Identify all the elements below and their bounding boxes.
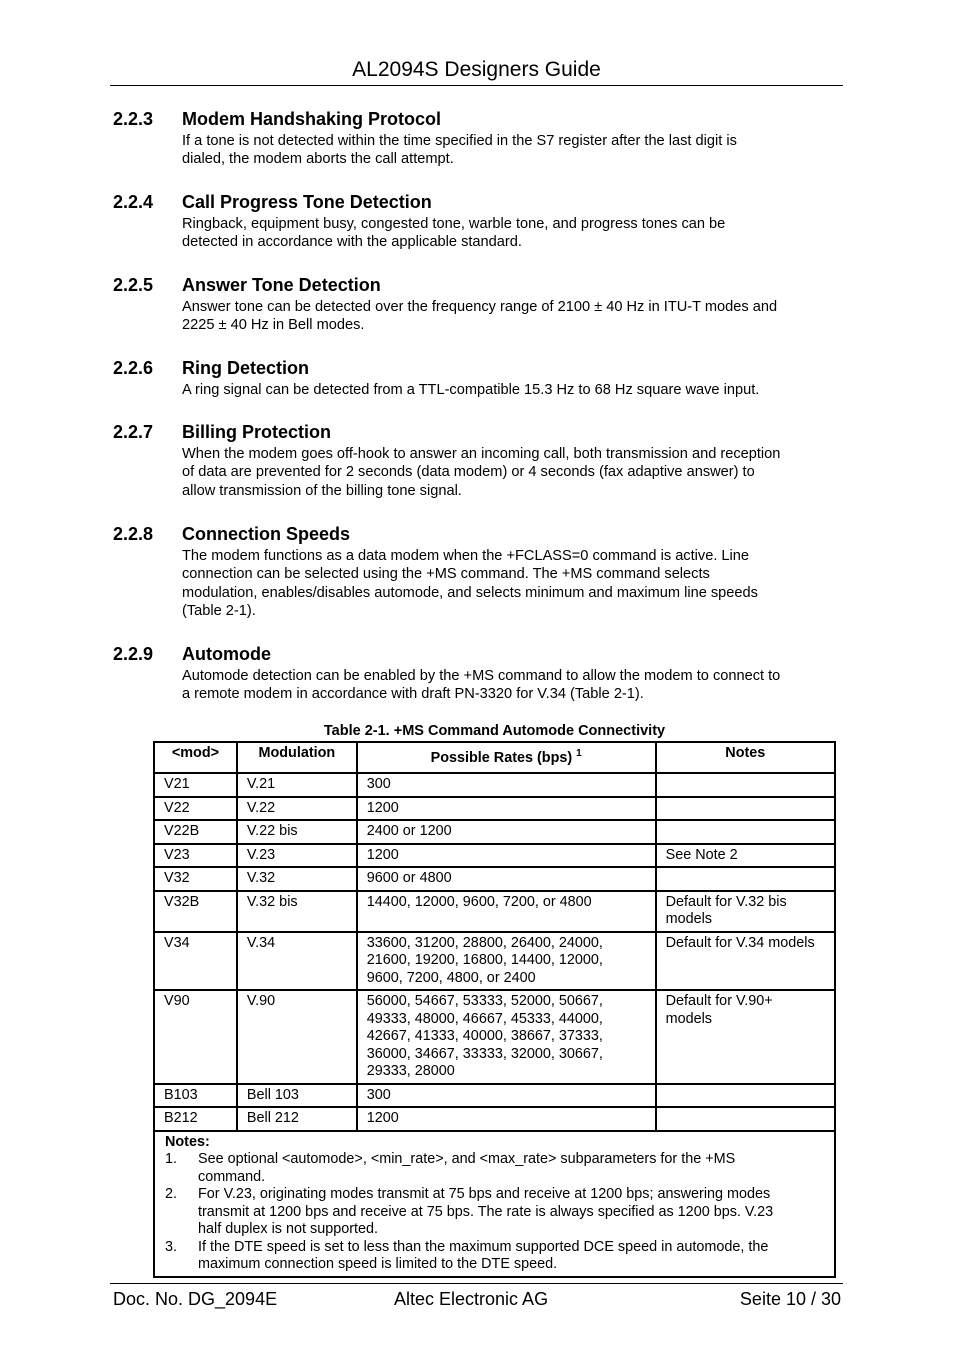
body-line: connection can be selected using the +MS command. The +MS command selects: [182, 566, 710, 583]
section-number: 2.2.5: [113, 275, 154, 295]
cell-notes: [656, 820, 835, 844]
section-title: Modem Handshaking Protocol: [182, 109, 442, 129]
cell-modulation: [237, 844, 357, 868]
section-title: Ring Detection: [182, 358, 310, 378]
cell-line: 300: [366, 776, 391, 792]
cell-line: V.34: [246, 934, 276, 951]
cell-line: V23: [164, 846, 190, 863]
notes-row: [154, 1131, 835, 1277]
section-body: [182, 667, 843, 704]
cell-mod: [154, 932, 237, 991]
cell-rates: [357, 844, 656, 868]
cell-line: V34: [164, 934, 190, 951]
note-text: [198, 1151, 735, 1186]
note-line: command.: [198, 1168, 266, 1185]
table-row: [154, 773, 835, 797]
section-number: 2.2.6: [113, 358, 154, 378]
note-number: 3.: [165, 1238, 178, 1255]
cell-rates: [357, 1107, 656, 1131]
table-row: [154, 820, 835, 844]
cell-line: V.23: [246, 846, 276, 863]
section-2-2-8: [113, 523, 843, 620]
body-line: The modem functions as a data modem when the +FCLASS=0 command is active. Line: [182, 548, 750, 564]
header-notes: Notes: [656, 742, 835, 773]
cell-mod: [154, 797, 237, 821]
section-title: Call Progress Tone Detection: [182, 192, 432, 212]
body-line: (Table 2-1).: [182, 602, 256, 619]
cell-line: 56000, 54667, 53333, 52000, 50667,: [366, 993, 603, 1009]
body-line: 2225 ± 40 Hz in Bell modes.: [182, 317, 365, 334]
note-line: If the DTE speed is set to less than the maximum supported DCE speed in automode, the: [198, 1238, 769, 1255]
body-line: If a tone is not detected within the time specified in the S7 register after the last digit is: [182, 133, 737, 149]
cell-mod: [154, 844, 237, 868]
section-number: 2.2.7: [113, 422, 154, 442]
note-number: 1.: [165, 1151, 178, 1167]
note-line: half duplex is not supported.: [198, 1221, 379, 1237]
cell-line: V.22 bis: [246, 823, 298, 839]
cell-line: B103: [164, 1086, 198, 1103]
cell-notes: [656, 797, 835, 821]
header-rates-label: Possible Rates (bps): [430, 749, 573, 766]
notes-cell: [154, 1131, 835, 1277]
cell-modulation: [237, 867, 357, 891]
section-body: [182, 298, 843, 335]
body-line: A ring signal can be detected from a TTL-compatible 15.3 Hz to 68 Hz square wave input.: [182, 382, 760, 398]
notes-title: Notes:: [165, 1133, 210, 1150]
cell-notes: [656, 844, 835, 868]
cell-mod: [154, 891, 237, 932]
section-2-2-4: [113, 191, 843, 252]
body-line: Ringback, equipment busy, congested tone, warble tone, and progress tones can be: [182, 216, 726, 232]
page-header: [110, 56, 843, 86]
cell-line: 33600, 31200, 28800, 26400, 24000,: [366, 934, 603, 951]
cell-line: V32: [164, 870, 190, 886]
section-heading: [113, 523, 843, 547]
section-heading: [113, 191, 843, 215]
cell-line: V.22: [246, 799, 276, 816]
body-line: Answer tone can be detected over the frequency range of 2100 ± 40 Hz in ITU-T modes and: [182, 299, 778, 315]
cell-line: V22B: [164, 823, 200, 839]
cell-mod: [154, 1107, 237, 1131]
cell-modulation: [237, 891, 357, 932]
cell-rates: [357, 990, 656, 1084]
section-body: [182, 132, 843, 169]
cell-notes: [656, 1107, 835, 1131]
cell-line: V32B: [164, 893, 200, 910]
body-line: dialed, the modem aborts the call attempt.: [182, 151, 454, 168]
cell-line: V.21: [246, 776, 276, 792]
note-number: 2.: [165, 1186, 178, 1202]
header-mod: <mod>: [154, 742, 237, 773]
cell-line: V22: [164, 799, 190, 816]
page-footer: [110, 1283, 843, 1309]
section-title: Billing Protection: [182, 422, 332, 442]
cell-line: V90: [164, 993, 190, 1009]
section-number: 2.2.8: [113, 524, 154, 544]
cell-mod: [154, 990, 237, 1084]
cell-line: V21: [164, 776, 190, 792]
cell-line: 2400 or 1200: [366, 823, 452, 839]
body-line: a remote modem in accordance with draft PN-3320 for V.34 (Table 2-1).: [182, 686, 644, 703]
note-line: For V.23, originating modes transmit at 75 bps and receive at 1200 bps; answering modes: [198, 1186, 771, 1202]
section-title: Answer Tone Detection: [182, 275, 381, 295]
cell-mod: [154, 773, 237, 797]
footer-company: Altec Electronic AG: [394, 1289, 549, 1309]
footer-doc-number: Doc. No. DG_2094E: [113, 1289, 278, 1309]
cell-modulation: [237, 773, 357, 797]
cell-line: V.32 bis: [246, 893, 298, 910]
section-2-2-3: [113, 108, 843, 169]
cell-notes: [656, 867, 835, 891]
cell-line: 1200: [366, 846, 399, 863]
table-row: [154, 844, 835, 868]
section-2-2-9: [113, 643, 843, 704]
body-line: allow transmission of the billing tone signal.: [182, 482, 462, 499]
cell-rates: [357, 891, 656, 932]
cell-line: V.32: [246, 870, 276, 886]
cell-modulation: [237, 797, 357, 821]
cell-modulation: [237, 820, 357, 844]
table-row: [154, 797, 835, 821]
cell-modulation: [237, 1084, 357, 1108]
cell-line: Default for V.32 bis: [665, 893, 787, 910]
footer-page-number: Seite 10 / 30: [739, 1289, 841, 1309]
body-line: detected in accordance with the applicable standard.: [182, 234, 522, 251]
cell-rates: [357, 797, 656, 821]
table-row: [154, 932, 835, 991]
cell-line: 1200: [366, 1110, 399, 1126]
section-body: [182, 445, 843, 500]
body-line: modulation, enables/disables automode, and selects minimum and maximum line speeds: [182, 584, 758, 601]
section-heading: [113, 643, 843, 667]
cell-rates: [357, 867, 656, 891]
cell-mod: [154, 867, 237, 891]
cell-line: Bell 103: [246, 1086, 299, 1103]
section-heading: [113, 274, 843, 298]
section-heading: [113, 108, 843, 132]
cell-modulation: [237, 932, 357, 991]
body-line: When the modem goes off-hook to answer an incoming call, both transmission and reception: [182, 446, 781, 462]
table-row: [154, 1084, 835, 1108]
cell-line: 300: [366, 1086, 391, 1103]
cell-line: Default for V.34 models: [665, 934, 815, 951]
footnote-marker: 1: [576, 748, 582, 759]
cell-mod: [154, 1084, 237, 1108]
ms-automode-table: [153, 741, 836, 1278]
section-title: Connection Speeds: [182, 524, 351, 544]
cell-line: See Note 2: [665, 846, 738, 863]
cell-line: 9600, 7200, 4800, or 2400: [366, 969, 536, 986]
cell-notes: [656, 1084, 835, 1108]
section-2-2-5: [113, 274, 843, 335]
cell-line: 9600 or 4800: [366, 870, 452, 886]
note-item: [165, 1186, 825, 1239]
table-row: [154, 867, 835, 891]
cell-notes: [656, 932, 835, 991]
note-line: transmit at 1200 bps and receive at 75 bps. The rate is always specified as 1200 bps. V.23: [198, 1203, 774, 1220]
cell-rates: [357, 1084, 656, 1108]
cell-modulation: [237, 1107, 357, 1131]
cell-notes: [656, 990, 835, 1084]
table-caption: Table 2-1. +MS Command Automode Connectivity: [323, 723, 666, 739]
cell-line: models: [665, 911, 712, 927]
section-body: [182, 381, 843, 399]
body-line: of data are prevented for 2 seconds (data modem) or 4 seconds (fax adaptive answer) to: [182, 464, 755, 481]
cell-mod: [154, 820, 237, 844]
table-row: [154, 1107, 835, 1131]
cell-line: 42667, 41333, 40000, 38667, 37333,: [366, 1028, 603, 1044]
section-heading: [113, 421, 843, 445]
header-rates: [357, 742, 656, 773]
cell-modulation: [237, 990, 357, 1084]
note-line: See optional <automode>, <min_rate>, and <max_rate> subparameters for the +MS: [198, 1151, 736, 1167]
note-text: [198, 1239, 768, 1274]
section-heading: [113, 357, 843, 381]
cell-line: B212: [164, 1110, 198, 1126]
section-title: Automode: [182, 644, 271, 664]
cell-line: Bell 212: [246, 1110, 299, 1126]
cell-rates: [357, 773, 656, 797]
cell-line: 49333, 48000, 46667, 45333, 44000,: [366, 1010, 603, 1027]
header-modulation: Modulation: [237, 742, 357, 773]
cell-line: V.90: [246, 993, 276, 1009]
section-2-2-7: [113, 421, 843, 500]
cell-line: 14400, 12000, 9600, 7200, or 4800: [366, 893, 592, 910]
cell-rates: [357, 932, 656, 991]
cell-rates: [357, 820, 656, 844]
table-row: [154, 990, 835, 1084]
cell-line: Default for V.90+: [665, 993, 773, 1009]
table-row: [154, 891, 835, 932]
section-number: 2.2.3: [113, 109, 154, 129]
cell-line: models: [665, 1010, 712, 1027]
section-number: 2.2.9: [113, 644, 154, 664]
body-line: Automode detection can be enabled by the +MS command to allow the modem to connect to: [182, 668, 781, 684]
cell-notes: [656, 891, 835, 932]
note-text: [198, 1186, 773, 1239]
cell-line: 29333, 28000: [366, 1063, 455, 1079]
section-body: [182, 215, 843, 252]
cell-line: 1200: [366, 799, 399, 816]
section-number: 2.2.4: [113, 192, 154, 212]
page-title: AL2094S Designers Guide: [352, 58, 601, 81]
cell-notes: [656, 773, 835, 797]
note-line: maximum connection speed is limited to the DTE speed.: [198, 1256, 558, 1272]
section-2-2-6: [113, 357, 843, 399]
section-body: [182, 547, 843, 620]
cell-line: 36000, 34667, 33333, 32000, 30667,: [366, 1045, 603, 1062]
note-item: [165, 1239, 825, 1274]
cell-line: 21600, 19200, 16800, 14400, 12000,: [366, 952, 603, 968]
note-item: [165, 1151, 825, 1186]
table-header-row: [154, 742, 835, 773]
